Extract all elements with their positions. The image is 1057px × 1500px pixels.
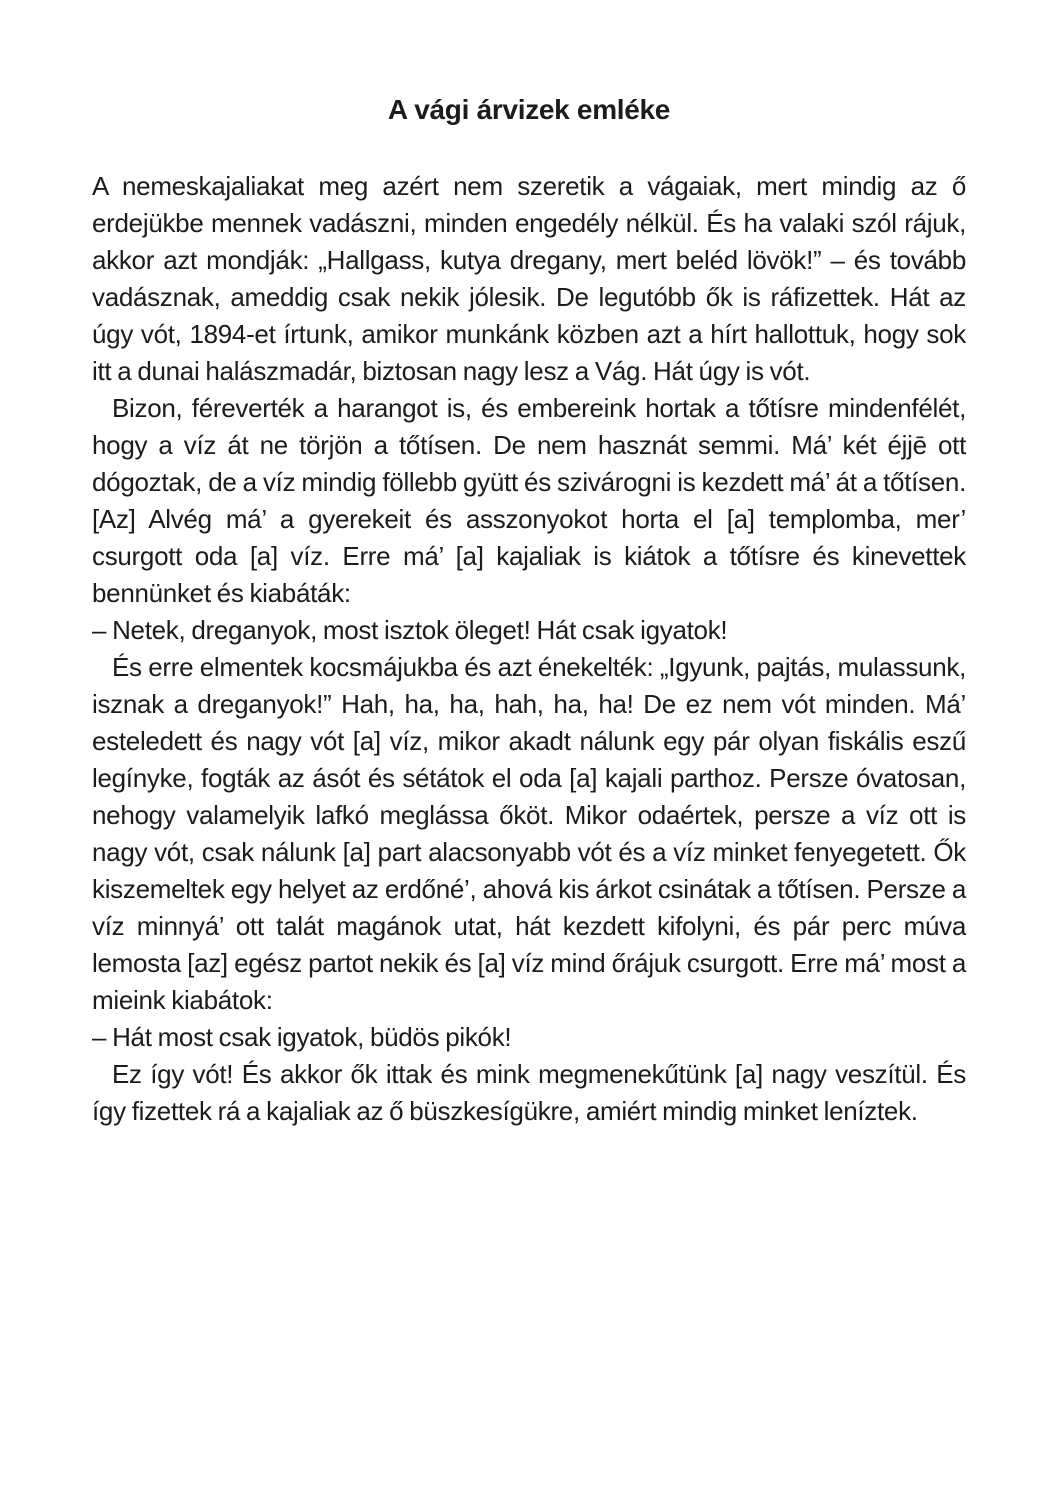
paragraph: A nemeskajaliakat meg azért nem szeretik a vágaiak, mert mindig az ő erdejükbe mennek vadászni, minden engedély nélkül. És ha valaki szól rájuk, akkor azt mondják: „Hallgass, kutya dregany, mert beléd lövök!” – és tovább vadásznak, ameddig csak nekik jólesik. De legutóbb ők is ráfizettek. Hát az úgy vót, 1894-et írtunk, amikor munkánk közben azt a hírt hallottuk, hogy sok itt a dunai halászmadár, biztosan nagy lesz a Vág. Hát úgy is vót. xyxy=(92,171,966,386)
paragraph: És erre elmentek kocsmájukba és azt énekelték: „Igyunk, pajtás, mulassunk, isznak a dreganyok!” Hah, ha, ha, hah, ha, ha! De ez nem vót minden. Má’ esteledett és nagy vót [a] víz, mikor akadt nálunk egy pár olyan fiskális eszű legínyke, fogták az ásót és sétátok el oda [a] kajali parthoz. Persze óvatosan, nehogy valamelyik lafkó meglássa őköt. Mikor odaértek, persze a víz ott is nagy vót, csak nálunk [a] part alacsonyabb vót és a víz minket fenyegetett. Ők kiszemeltek egy helyet az erdőné’, ahová kis árkot csinátak a tőtísen. Persze a víz minnyá’ ott talát magánok utat, hát kezdett kifolyni, és pár perc múva lemosta [az] egész partot nekik és [a] víz mind őrájuk csurgott. Erre má’ most a mieink kiabátok: xyxy=(92,652,966,1015)
paragraph: Ez így vót! És akkor ők ittak és mink megmenekűtünk [a] nagy veszítül. És így fizettek rá a kajaliak az ő büszkesígükre, amiért mindig minket leníztek. xyxy=(92,1059,966,1126)
paragraph: Bizon, féreverték a harangot is, és embereink hortak a tőtísre mindenfélét, hogy a víz át ne törjön a tőtísen. De nem hasznát semmi. Má’ két éjjē ott dógoztak, de a víz mindig föllebb gyütt és szivárogni is kezdett má’ át a tőtísen. [Az] Alvég má’ a gyerekeit és asszonyokot horta el [a] templomba, mer’ csurgott oda [a] víz. Erre má’ [a] kajaliak is kiátok a tőtísre és kinevettek bennünket és kiabáták: xyxy=(92,393,966,608)
document-title: A vági árvizek emléke xyxy=(387,94,671,125)
paragraph: – Netek, dreganyok, most isztok öleget! Hát csak igyatok! xyxy=(92,615,728,645)
paragraph: – Hát most csak igyatok, büdös pikók! xyxy=(92,1022,512,1052)
document-body xyxy=(92,168,966,1130)
